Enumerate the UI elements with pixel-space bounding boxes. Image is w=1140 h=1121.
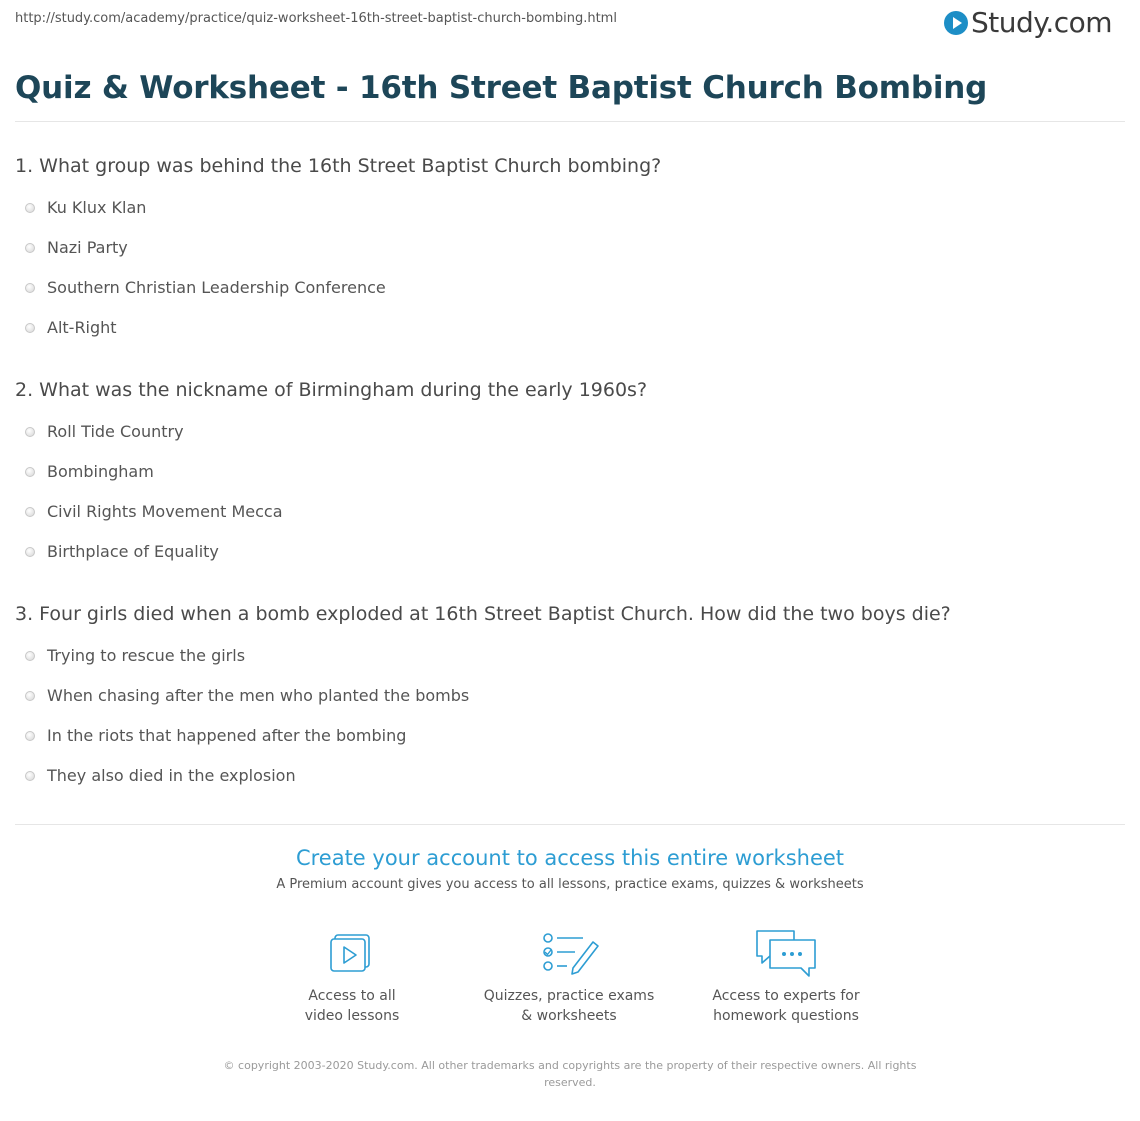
option-label: Civil Rights Movement Mecca (47, 502, 283, 521)
feature-label-line1: Access to all (308, 988, 396, 1004)
answer-option[interactable] (25, 686, 469, 705)
feature-label-line2: & worksheets (521, 1008, 617, 1024)
answer-option[interactable] (25, 422, 184, 441)
radio-button[interactable] (25, 651, 35, 661)
answer-option[interactable] (25, 198, 146, 217)
feature-quizzes (469, 928, 669, 1026)
create-account-link[interactable]: Create your account to access this entire worksheet (295, 846, 845, 870)
feature-label-line1: Access to experts for (712, 988, 860, 1004)
radio-button[interactable] (25, 427, 35, 437)
feature-experts (686, 928, 886, 1026)
answer-option[interactable] (25, 726, 406, 745)
question-3: 3. Four girls died when a bomb exploded at 16th Street Baptist Church. How did the two boys die? (15, 603, 951, 625)
radio-button[interactable] (25, 323, 35, 333)
question-2: 2. What was the nickname of Birmingham during the early 1960s? (15, 379, 648, 401)
radio-button[interactable] (25, 731, 35, 741)
answer-option[interactable] (25, 238, 128, 257)
question-1: 1. What group was behind the 16th Street Baptist Church bombing? (15, 155, 662, 177)
answer-option[interactable] (25, 462, 154, 481)
study-logo[interactable] (944, 6, 1112, 39)
answer-option[interactable] (25, 278, 386, 297)
option-label: In the riots that happened after the bombing (47, 726, 407, 745)
answer-option[interactable] (25, 646, 245, 665)
option-label: Roll Tide Country (47, 422, 184, 441)
feature-label-line1: Quizzes, practice exams (483, 988, 655, 1004)
answer-option[interactable] (25, 766, 296, 785)
page-url: http://study.com/academy/practice/quiz-worksheet-16th-street-baptist-church-bombing.html (15, 11, 617, 26)
answer-option[interactable] (25, 318, 117, 337)
radio-button[interactable] (25, 771, 35, 781)
feature-label-line2: homework questions (713, 1008, 859, 1024)
radio-button[interactable] (25, 243, 35, 253)
radio-button[interactable] (25, 467, 35, 477)
copyright-footer: © copyright 2003-2020 Study.com. All other trademarks and copyrights are the property of their respective owners. All rights reserved. (223, 1059, 917, 1089)
feature-label-line2: video lessons (304, 1008, 400, 1024)
logo-text: Study.com (971, 6, 1113, 39)
option-label: Bombingham (47, 462, 154, 481)
answer-option[interactable] (25, 502, 283, 521)
option-label: Alt-Right (47, 318, 117, 337)
option-label: Trying to rescue the girls (47, 646, 246, 665)
radio-button[interactable] (25, 203, 35, 213)
option-label: Birthplace of Equality (47, 542, 219, 561)
chat-experts-icon (754, 928, 818, 982)
page-title: Quiz & Worksheet - 16th Street Baptist Church Bombing (15, 70, 988, 106)
answer-option[interactable] (25, 542, 219, 561)
quiz-checklist-icon (537, 928, 601, 982)
option-label: Ku Klux Klan (47, 198, 147, 217)
radio-button[interactable] (25, 507, 35, 517)
option-label: Nazi Party (47, 238, 128, 257)
radio-button[interactable] (25, 283, 35, 293)
radio-button[interactable] (25, 691, 35, 701)
option-label: When chasing after the men who planted the bombs (47, 686, 470, 705)
feature-video-lessons (252, 928, 452, 1026)
title-divider (15, 121, 1125, 122)
premium-description: A Premium account gives you access to all lessons, practice exams, quizzes & worksheets (276, 877, 864, 892)
option-label: Southern Christian Leadership Conference (47, 278, 386, 297)
option-label: They also died in the explosion (47, 766, 296, 785)
video-lessons-icon (320, 928, 384, 982)
radio-button[interactable] (25, 547, 35, 557)
section-divider (15, 824, 1125, 825)
play-logo-icon (944, 11, 968, 35)
